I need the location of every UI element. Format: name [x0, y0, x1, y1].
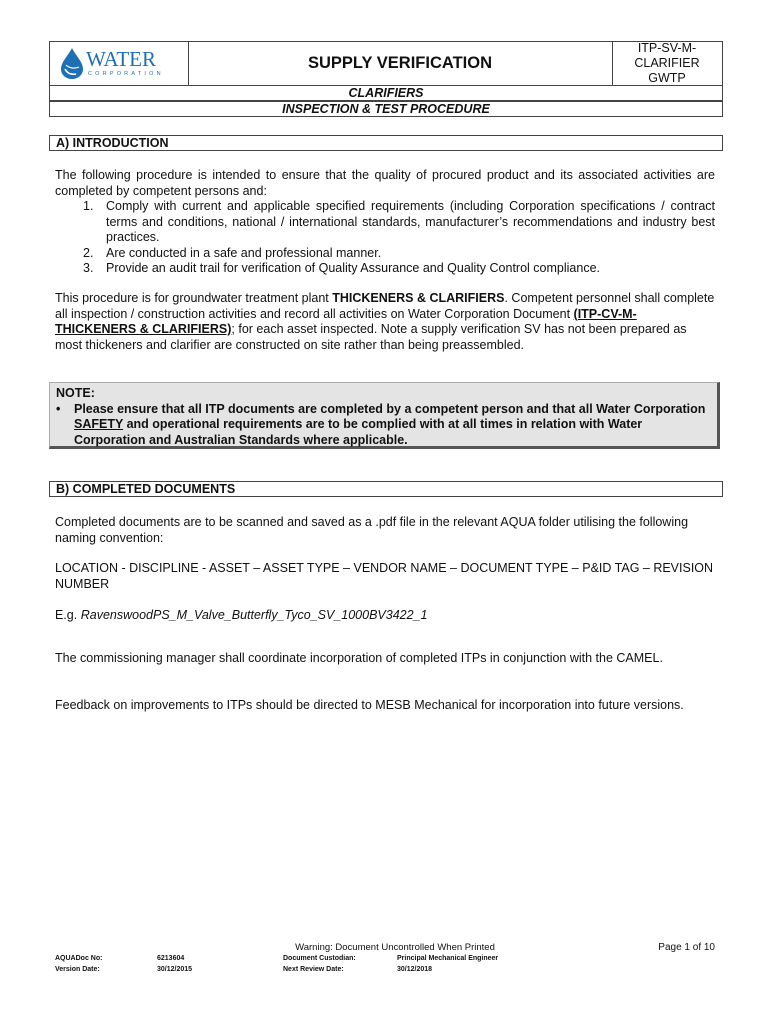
feedback-paragraph: Feedback on improvements to ITPs should be directed to MESB Mechanical for incorporation into future versions.: [55, 698, 684, 712]
list-item: 3. Provide an audit trail for verification of Quality Assurance and Quality Control compliance.: [83, 261, 600, 275]
custodian-label: Document Custodian:: [283, 955, 356, 962]
naming-convention: LOCATION - DISCIPLINE - ASSET – ASSET TYPE – VENDOR NAME – DOCUMENT TYPE – P&ID TAG – REVISION NUMBER: [55, 561, 714, 591]
procedure-paragraph: This procedure is for groundwater treatment plant THICKENERS & CLARIFIERS. Competent personnel shall complete all inspection / construction activities and record all activities on Water Corporation Document (ITP-CV-M-THICKENERS & CLARIFIERS); for each asset inspected. Note a supply verification SV has not been prepared as most thickeners and clarifier are constructed on site rather than being preassembled.: [55, 291, 715, 352]
note-bullet-item: • Please ensure that all ITP documents are completed by a competent person and that all Water Corporation SAFETY and operational requirements are to be complied with at all times in relation with Water Corporation and Australian Standards where applicable.: [56, 401, 706, 447]
uncontrolled-warning: Warning: Document Uncontrolled When Printed: [295, 942, 495, 953]
water-corporation-logo: [50, 42, 189, 85]
section-heading-completed-documents: B) COMPLETED DOCUMENTS: [49, 481, 723, 497]
note-box: [49, 382, 720, 449]
bullet-icon: •: [56, 401, 61, 416]
note-label: NOTE:: [56, 386, 95, 400]
equipment-name: THICKENERS & CLARIFIERS: [332, 291, 505, 305]
subtitle-clarifiers: CLARIFIERS: [49, 85, 723, 101]
safety-text: SAFETY: [74, 417, 124, 431]
version-date-label: Version Date:: [55, 966, 100, 973]
intro-paragraph: The following procedure is intended to ensure that the quality of procured product and its associated activities are completed by competent persons and:: [55, 168, 715, 198]
document-header: [49, 41, 723, 86]
review-date-label: Next Review Date:: [283, 966, 344, 973]
scan-instructions-paragraph: Completed documents are to be scanned and saved as a .pdf file in the relevant AQUA folder utilising the following naming convention:: [55, 515, 689, 545]
document-code: [612, 42, 722, 85]
logo-subtext: CORPORATION: [88, 71, 164, 77]
list-item: 2. Are conducted in a safe and professional manner.: [83, 245, 382, 260]
aquadoc-label: AQUADoc No:: [55, 955, 103, 962]
version-date-value: 30/12/2015: [157, 966, 193, 973]
document-code-line1: ITP-SV-M- CLARIFIER: [634, 41, 700, 70]
logo-text: WATER: [86, 47, 156, 71]
commissioning-paragraph: The commissioning manager shall coordinate incorporation of completed ITPs in conjunction with the CAMEL.: [55, 651, 663, 665]
list-item: 1. Comply with current and applicable specified requirements (including Corporation specifications / contract terms and conditions, national / international standards, manufacturer’s recommendations and industry best practices.: [83, 199, 715, 244]
page-number: Page 1 of 10: [658, 942, 715, 953]
custodian-value: Principal Mechanical Engineer: [397, 955, 499, 962]
document-title: SUPPLY VERIFICATION: [188, 42, 613, 85]
review-date-value: 30/12/2018: [397, 966, 433, 973]
example-filename: RavenswoodPS_M_Valve_Butterfly_Tyco_SV_1000BV3422_1: [80, 608, 428, 622]
subtitle-procedure: INSPECTION & TEST PROCEDURE: [49, 101, 723, 117]
document-code-line2: GWTP: [648, 71, 686, 85]
referenced-document: (ITP-CV-M-THICKENERS & CLARIFIERS): [55, 306, 637, 336]
section-heading-introduction: A) INTRODUCTION: [49, 135, 723, 151]
requirements-list: [55, 199, 715, 277]
aquadoc-value: 6213604: [157, 955, 185, 962]
naming-example: E.g. RavenswoodPS_M_Valve_Butterfly_Tyco_SV_1000BV3422_1: [55, 608, 428, 622]
